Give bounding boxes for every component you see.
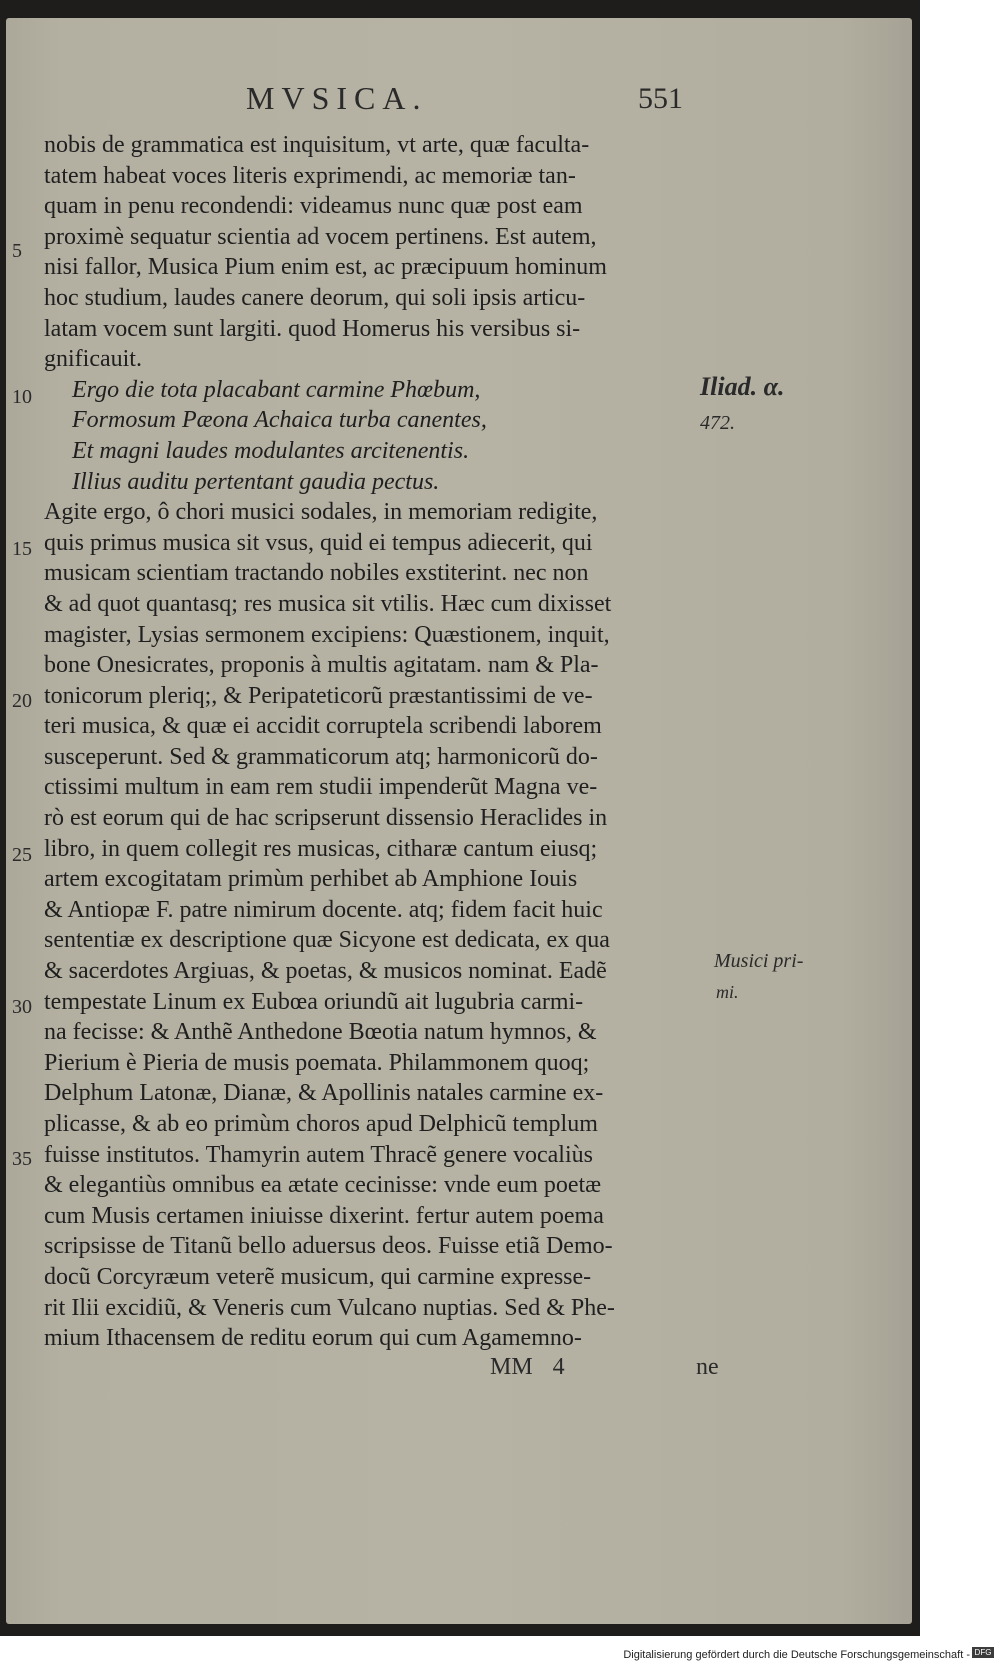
digitization-credit-bar [0,1645,1000,1661]
text-line: proximè sequatur scientia ad vocem pertinens. Est autem, [44,223,597,250]
line-number: 10 [12,386,32,408]
line-number: 15 [12,538,32,560]
text-line: tempestate Linum ex Eubœa oriundũ ait lugubria carmi- [44,988,584,1015]
text-line: plicasse, & ab eo primùm choros apud Delphicũ templum [44,1111,598,1137]
line-number: 5 [12,240,22,262]
verse-line: Ergo die tota placabant carmine Phœbum, [72,376,481,403]
text-line: gnificauit. [44,346,142,373]
text-line: & ad quot quantasq; res musica sit vtilis. Hæc cum dixisset [44,590,612,617]
line-number: 25 [12,844,32,866]
text-line: rit Ilii excidiũ, & Veneris cum Vulcano nuptias. Sed & Phe- [44,1294,615,1321]
running-head: MVSICA. [246,80,428,116]
text-line: Agite ergo, ô chori musici sodales, in memoriam redigite, [44,499,598,526]
text-line: tonicorum pleriq;, & Peripateticorũ præstantissimi de ve- [44,682,593,709]
text-line: magister, Lysias sermonem excipiens: Quæstionem, inquit, [44,621,610,648]
text-line: tatem habeat voces literis exprimendi, ac memoriæ tan- [44,162,576,189]
text-line: cum Musis certamen iniuisse dixerint. fertur autem poema [44,1202,604,1229]
text-line: scripsisse de Titanũ bello aduersus deos. Fuisse etiã Demo- [44,1233,613,1260]
book-page [6,18,912,1624]
verse-line: Formosum Pæona Achaica turba canentes, [72,407,487,434]
text-line: nisi fallor, Musica Pium enim est, ac præcipuum hominum [44,254,607,281]
text-line: musicam scientiam tractando nobiles exstiterint. nec non [44,560,589,587]
text-line: docũ Corcyræum veterẽ musicum, qui carmine expresse- [44,1263,592,1290]
text-line: sententiæ ex descriptione quæ Sicyone est dedicata, ex qua [44,927,610,954]
text-line: quam in penu recondendi: videamus nunc quæ post eam [44,193,583,220]
text-line: na fecisse: & Anthẽ Anthedone Bœotia natum hymnos, & [44,1019,597,1046]
text-line: rò est eorum qui de hac scripserunt dissensio Heraclides in [44,805,608,832]
text-line: Delphum Latonæ, Dianæ, & Apollinis natales carmine ex- [44,1080,604,1107]
text-line: artem excogitatam primùm perhibet ab Amphione Iouis [44,866,578,893]
verse-line: Illius auditu pertentant gaudia pectus. [72,468,440,495]
dfg-logo: DFG [972,1647,994,1658]
text-line: Pierium è Pieria de musis poemata. Philammonem quoq; [44,1049,590,1076]
page-number: 551 [638,82,683,115]
margin-note-iliad-ref: 472. [700,412,735,434]
line-number: 35 [12,1148,32,1170]
signature-mark: MM 4 [490,1354,565,1380]
digitization-credit: Digitalisierung gefördert durch die Deutsche Forschungsgemeinschaft - [623,1649,970,1661]
text-line: ctissimi multum in eam rem studii impenderũt Magna ve- [44,774,598,801]
body-text [44,130,744,1354]
text-line: & elegantiùs omnibus ea ætate cecinisse: vnde eum poetæ [44,1172,602,1199]
text-line: & Antiopæ F. patre nimirum docente. atq; fidem facit huic [44,896,603,923]
text-line: susceperunt. Sed & grammaticorum atq; harmonicorũ do- [44,743,598,770]
verse-line: Et magni laudes modulantes arcitenentis. [72,437,470,464]
text-line: bone Onesicrates, proponis à multis agitatam. nam & Pla- [44,652,599,679]
text-line: fuisse institutos. Thamyrin autem Thracẽ genere vocaliùs [44,1141,593,1168]
text-line: mium Ithacensem de reditu eorum qui cum Agamemno- [44,1325,582,1352]
text-line: teri musica, & quæ ei accidit corruptela scribendi laborem [44,713,602,740]
margin-note-musici-cont: mi. [716,982,739,1002]
text-line: nobis de grammatica est inquisitum, vt arte, quæ faculta- [44,132,590,158]
text-line: & sacerdotes Argiuas, & poetas, & musicos nominat. Eadẽ [44,958,607,985]
text-line: quis primus musica sit vsus, quid ei tempus adiecerit, qui [44,529,593,556]
text-line: libro, in quem collegit res musicas, citharæ cantum eiusq; [44,835,598,862]
line-number: 30 [12,996,32,1018]
catchword: ne [696,1354,719,1380]
margin-note-musici: Musici pri- [714,950,804,972]
text-line: latam vocem sunt largiti. quod Homerus his versibus si- [44,315,581,342]
line-number: 20 [12,690,32,712]
text-line: hoc studium, laudes canere deorum, qui soli ipsis articu- [44,284,586,311]
margin-note-iliad: Iliad. α. [700,372,785,401]
